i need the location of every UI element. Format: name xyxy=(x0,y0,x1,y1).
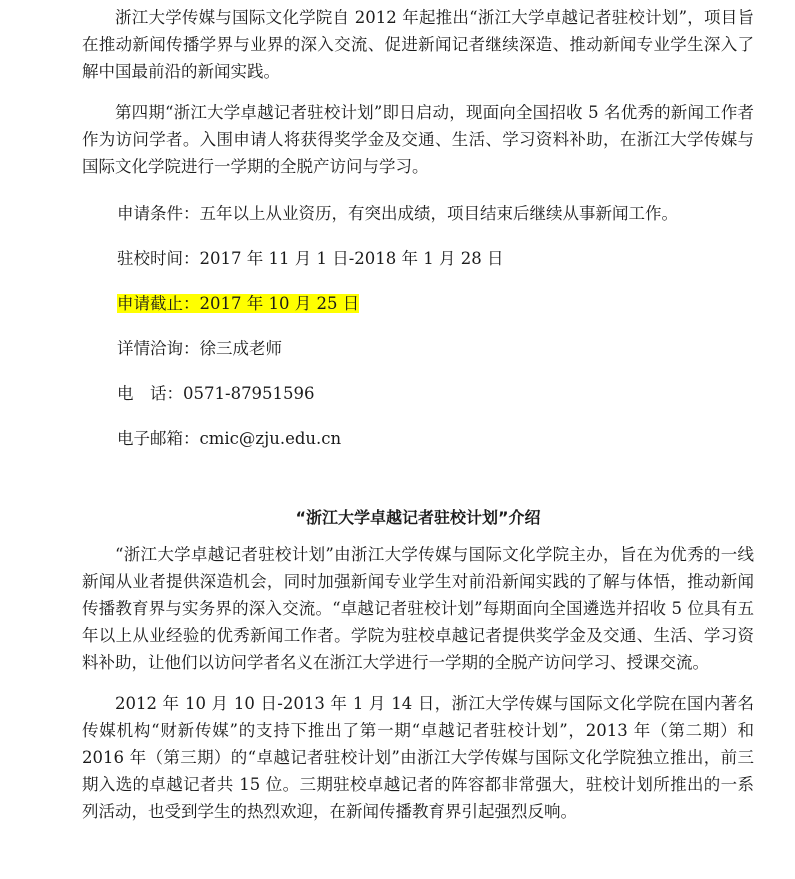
contact-person-line: 详情洽询：徐三成老师 xyxy=(117,339,282,358)
deadline-highlight: 申请截止：2017 年 10 月 25 日 xyxy=(117,294,360,313)
section-paragraph-1: “浙江大学卓越记者驻校计划”由浙江大学传媒与国际文化学院主办，旨在为优秀的一线新闻从业者提供深造机会，同时加强新闻专业学生对前沿新闻实践的了解与体悟，推动新闻传播教育界与实务界的深入交流。“卓越记者驻校计划”每期面向全国遴选并招收 5 位具有五年以上从业经验的优秀新闻工作者。学院为驻校卓越记者提供奖学金及交通、生活、学习资料补助，让他们以访问学者名义在浙江大学进行一学期的全脱产访问学习、授课交流。 xyxy=(82,545,754,672)
section-title: “浙江大学卓越记者驻校计划”介绍 xyxy=(295,508,541,527)
phone-line: 电 话：0571-87951596 xyxy=(117,384,315,403)
section-paragraph-2: 2012 年 10 月 10 日-2013 年 1 月 14 日，浙江大学传媒与国际文化学院在国内著名传媒机构“财新传媒”的支持下推出了第一期“卓越记者驻校计划”，2013 年（第二期）和 2016 年（第三期）的“卓越记者驻校计划”由浙江大学传媒与国际文化学院独立推出，前三期入选的卓越记者共 15 位。三期驻校卓越记者的阵容都非常强大，驻校计划所推出的一系列活动，也受到学生的热烈欢迎，在新闻传播教育界引起强烈反响。 xyxy=(82,694,754,821)
introduction-section xyxy=(82,504,754,825)
email-line: 电子邮箱：cmic@zju.edu.cn xyxy=(117,429,342,448)
intro-paragraph-1: 浙江大学传媒与国际文化学院自 2012 年起推出“浙江大学卓越记者驻校计划”，项目旨在推动新闻传播学界与业界的深入交流、促进新闻记者继续深造、推动新闻专业学生深入了解中国最前沿的新闻实践。 xyxy=(82,8,754,81)
deadline-line xyxy=(82,290,754,317)
intro-paragraph-2: 第四期“浙江大学卓越记者驻校计划”即日启动，现面向全国招收 5 名优秀的新闻工作者作为访问学者。入围申请人将获得奖学金及交通、生活、学习资料补助，在浙江大学传媒与国际文化学院进行一学期的全脱产访问与学习。 xyxy=(82,103,754,176)
document-page xyxy=(82,4,754,825)
residency-period-line: 驻校时间：2017 年 11 月 1 日-2018 年 1 月 28 日 xyxy=(117,249,504,268)
requirements-line: 申请条件：五年以上从业资历，有突出成绩，项目结束后继续从事新闻工作。 xyxy=(117,204,678,223)
